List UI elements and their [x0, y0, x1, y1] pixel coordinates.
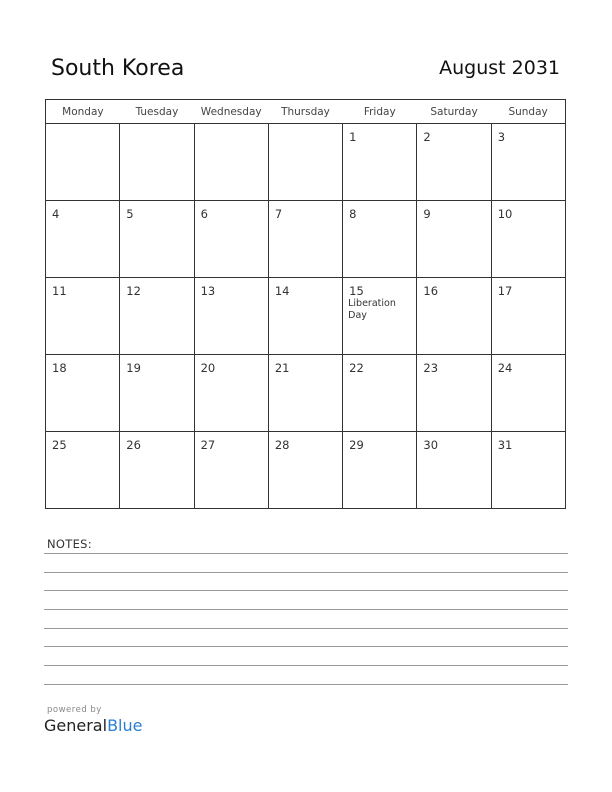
day-cell: [46, 124, 120, 201]
weekday-monday: Monday: [46, 100, 120, 124]
holiday-label: Liberation Day: [348, 298, 396, 321]
day-number: 1: [349, 130, 357, 144]
weekday-thursday: Thursday: [268, 100, 342, 124]
day-number: 18: [52, 361, 67, 375]
day-number: 9: [423, 207, 431, 221]
note-line: [44, 553, 568, 554]
logo-text-general: General: [44, 716, 108, 735]
day-cell: [120, 278, 194, 355]
day-cell: [268, 432, 342, 509]
note-line: [44, 590, 568, 591]
day-number: 27: [200, 438, 216, 452]
powered-by-text: powered by: [47, 705, 102, 715]
day-number: 6: [200, 207, 208, 221]
day-number: 26: [126, 438, 141, 452]
note-line: [44, 665, 568, 666]
day-cell: [343, 355, 417, 432]
day-cell: [120, 124, 194, 201]
day-cell: [46, 201, 120, 278]
day-cell: [120, 201, 194, 278]
day-cell: [417, 432, 491, 509]
day-number: 24: [497, 361, 513, 375]
day-cell: [120, 355, 194, 432]
day-cell: [194, 355, 268, 432]
notes-label: NOTES:: [47, 537, 92, 551]
day-cell: [491, 124, 565, 201]
day-cell: [417, 355, 491, 432]
day-cell: [46, 432, 120, 509]
day-number: 16: [423, 284, 439, 298]
logo-text-blue: Blue: [107, 716, 143, 735]
day-cell: [194, 124, 268, 201]
month-year-title: August 2031: [439, 57, 560, 79]
day-cell: [417, 201, 491, 278]
day-number: 17: [497, 284, 513, 298]
weekday-friday: Friday: [343, 100, 417, 124]
day-number: 22: [349, 361, 364, 375]
day-cell: [268, 355, 342, 432]
day-cell: [268, 278, 342, 355]
note-line: [44, 572, 568, 573]
day-number: 11: [52, 284, 67, 298]
day-number: 2: [423, 130, 431, 144]
day-cell: [343, 201, 417, 278]
week-row: [46, 278, 566, 355]
day-number: 3: [497, 130, 506, 144]
week-row: [46, 432, 566, 509]
day-number: 4: [52, 207, 60, 221]
day-cell: [491, 201, 565, 278]
weekday-header-row: [46, 100, 566, 124]
day-number: 29: [349, 438, 364, 452]
day-number: 25: [52, 438, 67, 452]
day-cell: [194, 278, 268, 355]
note-line: [44, 628, 568, 629]
day-number: 31: [497, 438, 513, 452]
week-row: [46, 124, 566, 201]
week-row: [46, 201, 566, 278]
day-number: 5: [126, 207, 134, 221]
day-cell: [194, 201, 268, 278]
weekday-sunday: Sunday: [491, 100, 565, 124]
day-cell: [120, 432, 194, 509]
weekday-tuesday: Tuesday: [120, 100, 194, 124]
day-cell: [491, 355, 565, 432]
country-title: South Korea: [51, 56, 185, 81]
day-number: 30: [423, 438, 439, 452]
day-number: 12: [126, 284, 141, 298]
generalblue-logo: [44, 716, 142, 735]
weekday-wednesday: Wednesday: [194, 100, 268, 124]
day-cell: [417, 124, 491, 201]
calendar-grid: [45, 99, 566, 509]
day-number: 8: [349, 207, 357, 221]
note-line: [44, 684, 568, 685]
day-cell: [268, 201, 342, 278]
day-cell: [343, 124, 417, 201]
day-number: 23: [423, 361, 439, 375]
day-cell: [194, 432, 268, 509]
day-number: 13: [200, 284, 216, 298]
week-row: [46, 355, 566, 432]
day-cell: [343, 432, 417, 509]
day-cell: [491, 278, 565, 355]
weekday-saturday: Saturday: [417, 100, 491, 124]
day-number: 21: [274, 361, 290, 375]
day-number: 7: [274, 207, 283, 221]
note-line: [44, 609, 568, 610]
day-cell: [46, 278, 120, 355]
day-cell: [417, 278, 491, 355]
note-line: [44, 646, 568, 647]
day-number: 20: [200, 361, 216, 375]
day-number: 10: [497, 207, 513, 221]
day-number: 19: [126, 361, 141, 375]
day-number: 14: [274, 284, 290, 298]
day-number: 28: [274, 438, 290, 452]
day-cell-holiday: [343, 278, 417, 355]
day-cell: [268, 124, 342, 201]
day-cell: [46, 355, 120, 432]
day-cell: [491, 432, 565, 509]
day-number: 15: [349, 284, 364, 298]
